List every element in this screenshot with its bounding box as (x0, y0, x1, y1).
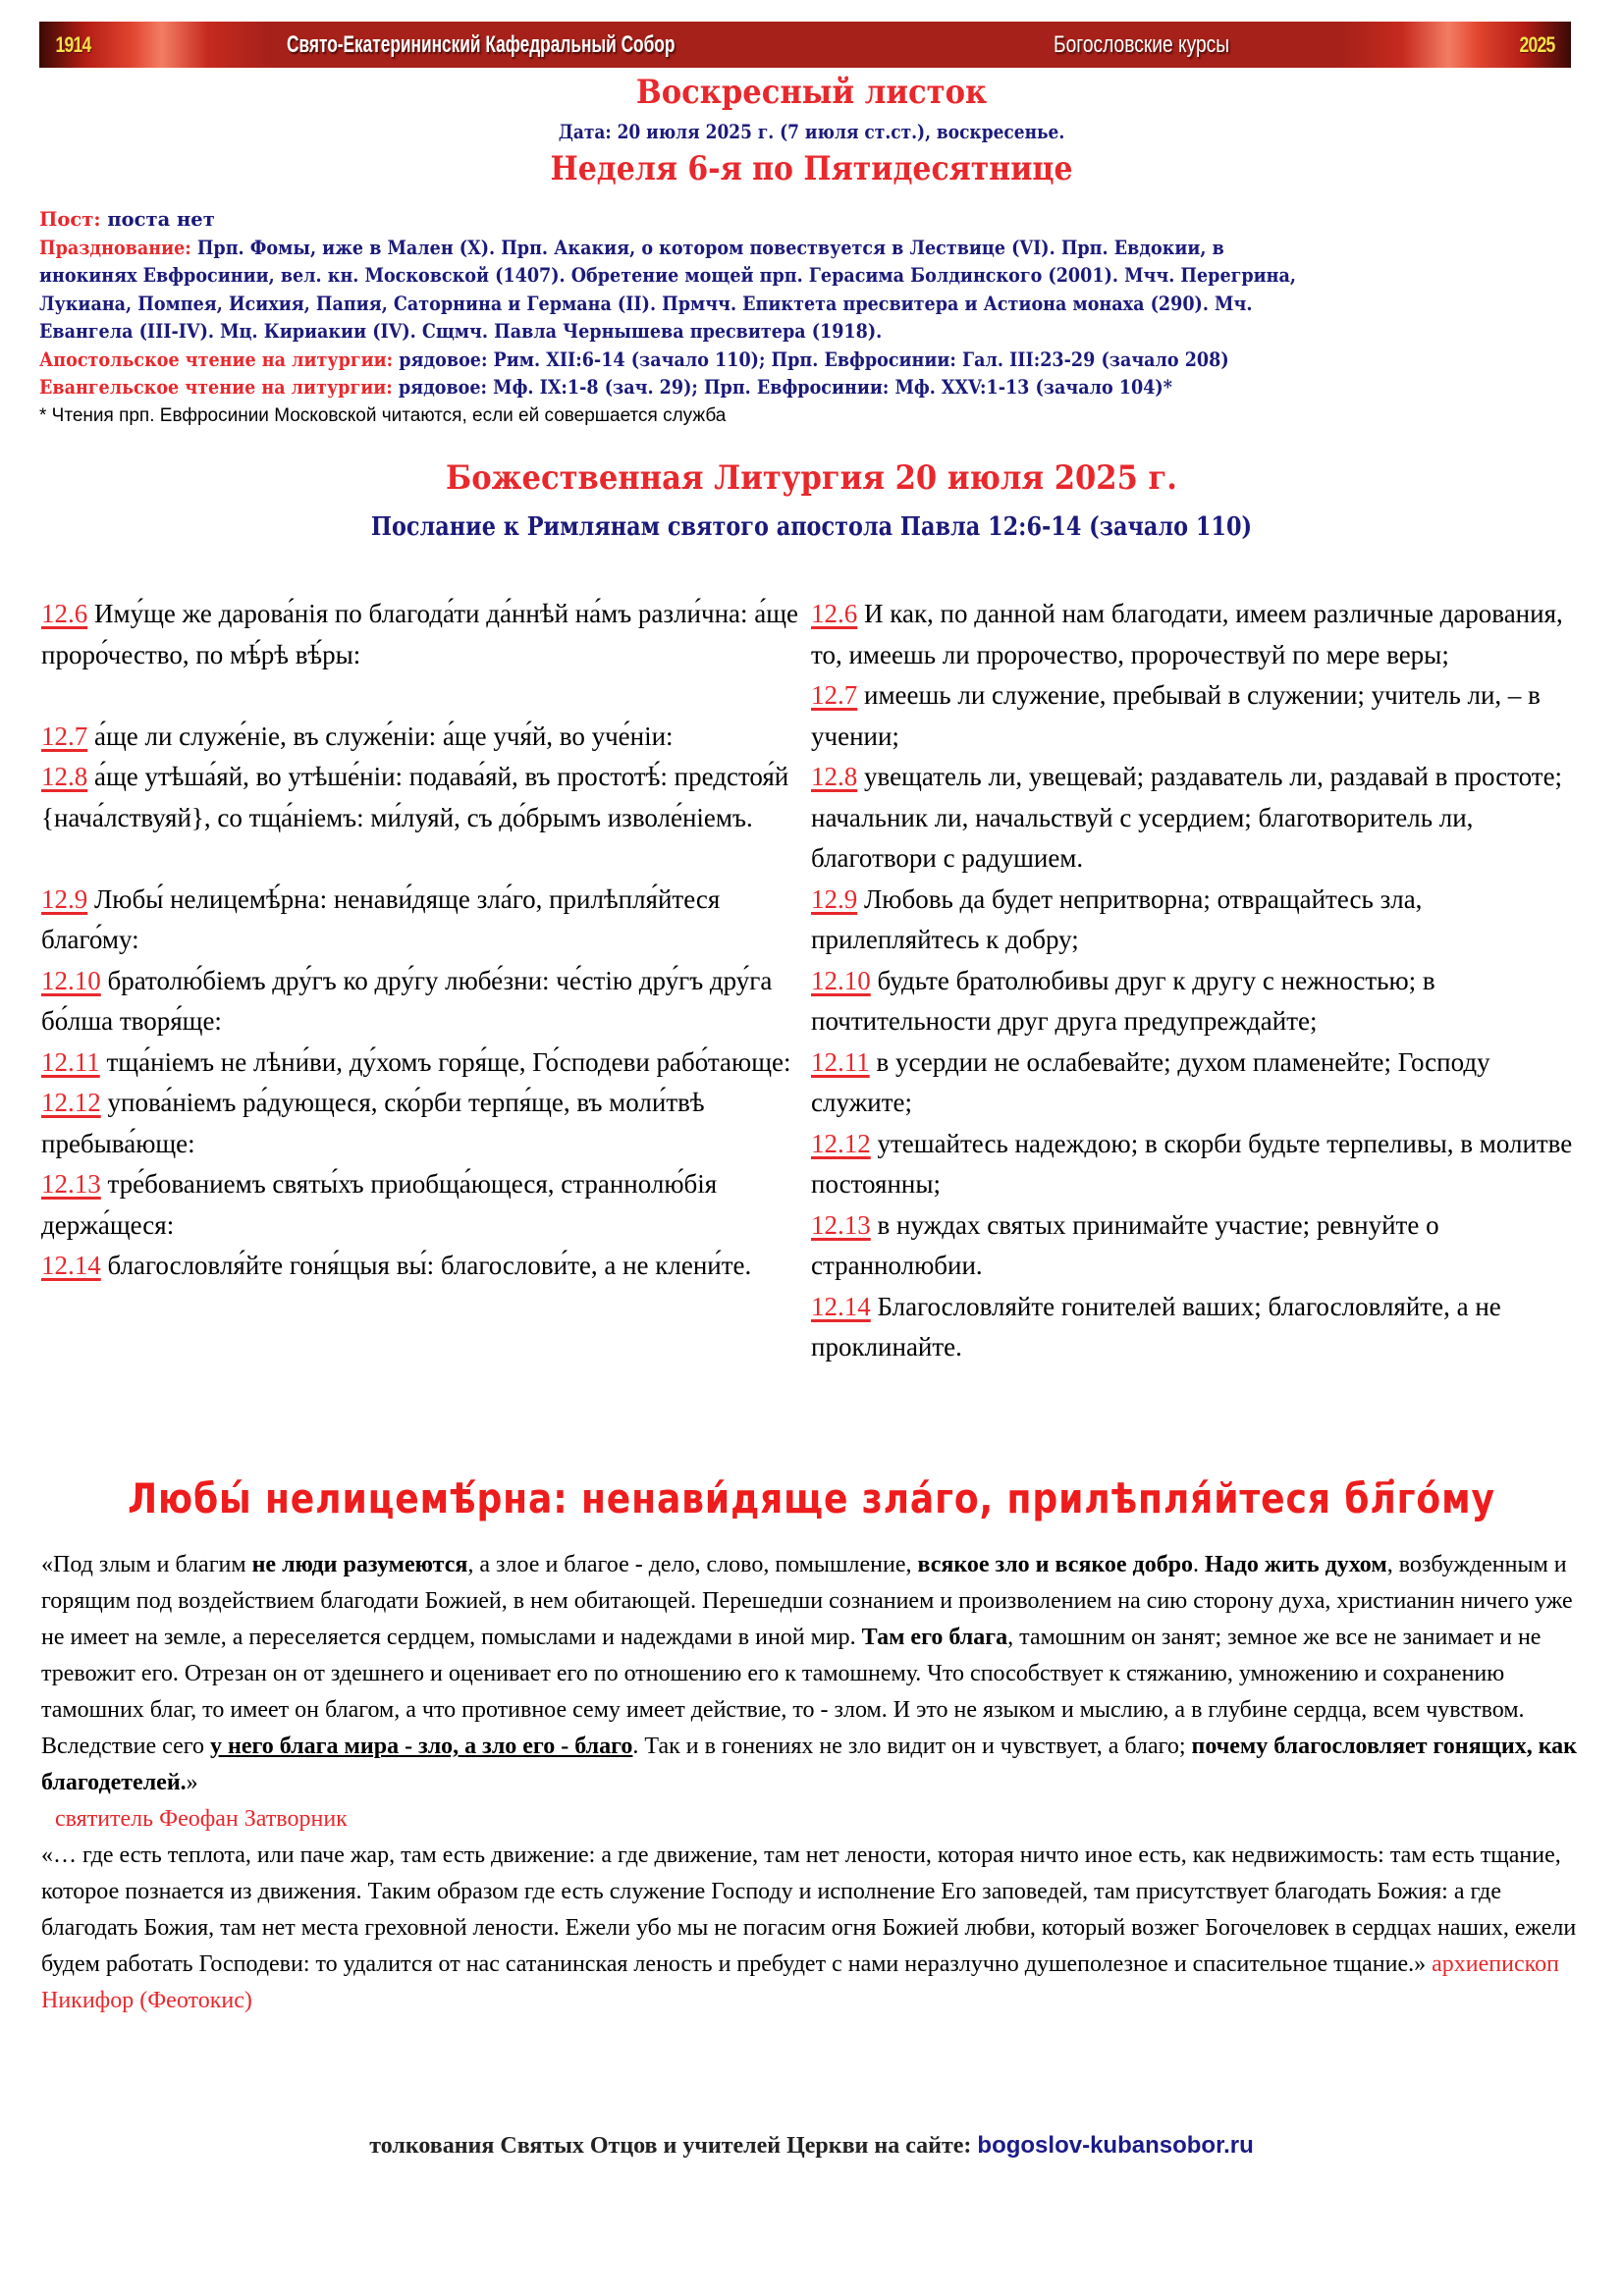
fast-line (39, 206, 1591, 235)
verse-text: утешайтесь надеждою; в скорби будьте терпеливы, в молитве постоянны; (811, 1128, 1573, 1199)
verse-russian (811, 594, 1583, 675)
liturgy-title: Божественная Литургия 20 июля 2025 г. (446, 458, 1177, 498)
verse-link[interactable]: 12.13 (811, 1209, 871, 1240)
verse-text: тре́бованиемъ святы́хъ приобща́ющеся, страннолю́бія держа́щеся: (41, 1169, 718, 1240)
quote-emphasis: всякое зло и всякое добро (917, 1552, 1194, 1577)
page-title: Воскресный листок (635, 73, 988, 112)
verse-link[interactable]: 12.8 (41, 762, 88, 791)
quote-author: архиепископ Никифор (Феотокис) (41, 1951, 1559, 2013)
verse-slavonic (41, 1042, 811, 1084)
feast-line: Лукиана, Помпея, Исихия, Папия, Саторнина и Германа (II). Прмчч. Епиктета пресвитера и Астиона монаха (290). Мч. (39, 292, 1253, 315)
quote-emphasis: почему благословляет гонящих, как благодетелей. (41, 1734, 1577, 1795)
quote-text: «… где есть теплота, или паче жар, там есть движение: а где движение, там нет лености, которая ничто иное есть, как недвижимость: там есть тщание, которое познается из движения. Таким образом где есть служение Господу и исполнение Его заповедей, там присутствует благодать Божия: а где благодать Божия, там нет места греховной лености. Ежели убо мы не погасим огня Божией любви, который возжег Богочеловек в сердцах наших, ежели будем работать Господеви: то удалится от нас сатанинская леность и пребудет с нами неразлучно душеполезное и спасительное тщание.» (41, 1842, 1577, 1977)
quote-text: . (1193, 1552, 1206, 1577)
verse-link[interactable]: 12.13 (41, 1169, 101, 1199)
gospel-value: рядовое: Мф. IX:1-8 (зач. 29); Прп. Евфросинии: Мф. XXV:1-13 (зачало 104)* (392, 376, 1172, 399)
verse-text: благословля́йте гоня́щыя вы́: благослови́те, а не клени́те. (100, 1251, 752, 1280)
slavonic-banner: Любы́ нелицемѣ́рна: ненави́дяще зла́го, прилѣпля́йтеся бл҃го́му (128, 1474, 1495, 1522)
quote-nikifor (41, 1838, 1593, 2019)
feast-label: Празднование: (39, 236, 191, 259)
year-left: 1914 (55, 31, 91, 57)
verse-text: упова́ніемъ ра́дующеся, ско́рби терпя́ще, въ моли́твѣ пребыва́юще: (41, 1088, 705, 1158)
verse-text: братолю́біемъ дру́гъ ко дру́гу любе́зни: че́стію дру́гъ дру́га бо́лша творя́ще: (41, 965, 773, 1036)
quote-text: . Так и в гонениях не зло видит он и чувствует, а благо; (632, 1734, 1192, 1759)
info-block (39, 206, 1591, 430)
footer (0, 2132, 1623, 2160)
verse-link[interactable]: 12.7 (41, 721, 88, 751)
week-title: Неделя 6-я по Пятидесятнице (550, 149, 1073, 188)
russian-column (811, 594, 1583, 1368)
verse-link[interactable]: 12.10 (41, 965, 101, 995)
verse-russian (811, 675, 1583, 757)
verse-text: тща́ніемъ не лѣни́ви, ду́хомъ горя́ще, Го́сподеви рабо́тающе: (99, 1046, 791, 1077)
verse-link[interactable]: 12.14 (41, 1251, 101, 1280)
verse-slavonic (41, 717, 811, 758)
quote-feofan (41, 1547, 1593, 1801)
commentary (41, 1547, 1593, 2019)
verse-slavonic (41, 757, 811, 838)
feast-line: инокинях Евфросинии, вел. кн. Московской (1407). Обретение мощей прп. Герасима Болдинского (2001). Мчч. Перегрина, (39, 264, 1296, 287)
verse-link[interactable]: 12.6 (41, 599, 88, 628)
verse-link[interactable]: 12.9 (811, 883, 858, 914)
gospel-label: Евангельское чтение на литургии: (39, 376, 393, 399)
verse-slavonic (41, 594, 811, 675)
verse-slavonic (41, 880, 811, 961)
quote-emphasis: Там его блага (861, 1625, 1008, 1650)
footer-text: толкования Святых Отцов и учителей Церкви на сайте: (369, 2133, 972, 2159)
quote-text: , возбужденным и горящим под воздействием благодати Божией, в нем обитающей. Перешедши сознанием и произволением на сию сторону духа, христианин ничего уже не имеет на земле, а переселяется сердцем, помыслами и надеждами в иной мир. (41, 1552, 1573, 1650)
verse-link[interactable]: 12.12 (41, 1088, 101, 1117)
quote-author: святитель Феофан Затворник (55, 1806, 348, 1832)
quote-text: «Под злым и благим (41, 1552, 252, 1577)
verse-text: а́ще ли служе́ніе, въ служе́ніи: а́ще учя́й, во уче́ніи: (87, 721, 674, 751)
feast-text: Прп. Фомы, иже в Мален (X). Прп. Акакия, о котором повествуется в Лествице (VI). Прп. Евдокии, в (190, 236, 1224, 259)
slavonic-column (41, 594, 811, 1368)
date-line: Дата: 20 июля 2025 г. (7 июля ст.ст.), воскресенье. (558, 120, 1065, 143)
spacer (41, 675, 811, 717)
epistle-title: Послание к Римлянам святого апостола Павла 12:6-14 (зачало 110) (370, 512, 1253, 542)
verse-text: И как, по данной нам благодати, имеем различные дарования, то, имеешь ли пророчество, пророчествуй по мере веры; (811, 599, 1563, 669)
quote-emphasis: не люди разумеются (251, 1552, 468, 1577)
verse-link[interactable]: 12.6 (811, 599, 858, 628)
verse-text: будьте братолюбивы друг к другу с нежностью; в почтительности друг друга предупреждайте; (811, 965, 1435, 1036)
verse-text: Иму́ще же дарова́нія по благода́ти да́ннѣй на́мъ разли́чна: а́ще проро́чество, по мѣ́рѣ вѣ́ры: (41, 599, 799, 669)
verse-link[interactable]: 12.12 (811, 1128, 871, 1158)
cathedral-name: Свято-Екатерининский Кафедральный Собор (287, 30, 676, 58)
header-banner (39, 22, 1571, 68)
verse-text: в усердии не ослабевайте; духом пламенейте; Господу служите; (811, 1046, 1490, 1117)
quote-text: , тамошним он занят; земное же все не занимает и не тревожит его. Отрезан он от здешнего и оценивает его по отношению его к тамошнему. Что способствует к стяжанию, умножению и сохранению тамошних благ, то имеет он благом, а что противное сему имеет действие, то - злом. И это не языком и мыслию, а в глубине сердца, всем чувством. Вследствие сего (41, 1625, 1542, 1759)
quote-underlined: у него блага мира - зло, а зло его - благо (210, 1734, 633, 1759)
verse-link[interactable]: 12.7 (811, 680, 858, 710)
verse-russian (811, 1042, 1583, 1124)
gospel-line (39, 374, 1435, 402)
site-link[interactable]: bogoslov-kubansobor.ru (977, 2132, 1254, 2159)
verse-link[interactable]: 12.8 (811, 762, 858, 791)
verse-link[interactable]: 12.9 (41, 883, 88, 914)
verse-link[interactable]: 12.10 (811, 965, 871, 995)
verse-slavonic (41, 961, 811, 1042)
verse-text: в нуждах святых принимайте участие; ревнуйте о страннолюбии. (811, 1209, 1439, 1280)
verse-russian (811, 880, 1583, 961)
verse-russian (811, 1124, 1583, 1205)
apostle-label: Апостольское чтение на литургии: (39, 347, 394, 371)
verse-russian (811, 961, 1583, 1042)
courses-name: Богословские курсы (1054, 30, 1230, 58)
readings-note: * Чтения прп. Евфросинии Московской читаются, если ей совершается служба (39, 404, 727, 426)
feast-line: Евангела (III-IV). Мц. Кириакии (IV). Сщмч. Павла Чернышева пресвитера (1918). (39, 320, 883, 343)
spacer (41, 838, 811, 880)
verse-link[interactable]: 12.11 (41, 1046, 100, 1077)
verse-russian (811, 1287, 1583, 1368)
verse-text: имеешь ли служение, пребывай в служении; учитель ли, – в учении; (811, 680, 1541, 751)
verse-text: Благословляйте гонителей ваших; благословляйте, а не проклинайте. (811, 1291, 1501, 1362)
verse-russian (811, 1205, 1583, 1287)
apostle-line (39, 347, 1435, 375)
quote-text: , а злое и благое - дело, слово, помышление, (467, 1552, 918, 1577)
verse-slavonic (41, 1164, 811, 1246)
verse-text: увещатель ли, увещевай; раздаватель ли, раздавай в простоте; начальник ли, начальствуй с усердием; благотворитель ли, благотвори с радушием. (811, 762, 1563, 873)
verse-text: Любы́ нелицемѣ́рна: ненави́дяще зла́го, прилѣпля́йтеся благо́му: (41, 883, 721, 954)
verse-russian (811, 757, 1583, 880)
verse-slavonic (41, 1246, 811, 1287)
fast-value: поста нет (100, 208, 215, 231)
year-right: 2025 (1519, 31, 1555, 57)
author-line (41, 1801, 1593, 1838)
verses-columns (41, 594, 1583, 1368)
verse-text: Любовь да будет непритворна; отвращайтесь зла, прилепляйтесь к добру; (811, 883, 1423, 954)
verse-text: а́ще утѣша́яй, во утѣше́ніи: подава́яй, въ простотѣ́: предстоя́й {нача́лствуяй}, со тща́ніемъ: ми́луяй, съ до́брымъ изволе́ніемъ. (41, 762, 789, 832)
quote-text: » (186, 1770, 198, 1795)
feast-line (39, 235, 1435, 263)
quote-emphasis: Надо жить духом (1205, 1552, 1387, 1577)
verse-link[interactable]: 12.14 (811, 1291, 871, 1321)
verse-link[interactable]: 12.11 (811, 1046, 870, 1077)
apostle-value: рядовое: Рим. XII:6-14 (зачало 110); Прп. Евфросинии: Гал. III:23-29 (зачало 208) (393, 347, 1229, 371)
fast-label: Пост: (39, 208, 101, 231)
verse-slavonic (41, 1083, 811, 1164)
